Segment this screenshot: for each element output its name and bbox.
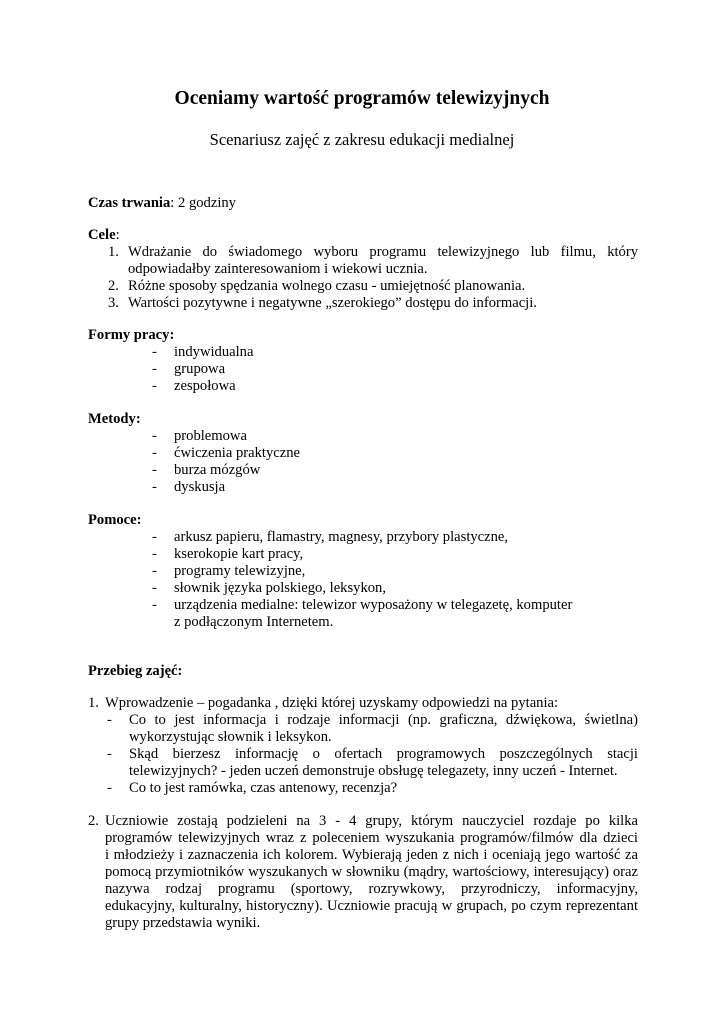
list-item: - kserokopie kart pracy, [152,546,304,562]
goal-number: 2. [108,278,119,294]
duration-section [88,195,638,212]
goal-text: Różne sposoby spędzania wolnego czasu - umiejętność planowania. [128,278,526,294]
list-item: - problemowa [152,428,247,444]
question-text: wykorzystując słownik i leksykon. [129,729,332,745]
course-step-2 [88,813,638,932]
step-paragraph-line [88,813,638,830]
list-item-text: urządzenia medialne: telewizor wyposażony w telegazetę, komputer [174,597,573,613]
list-item-text: słownik języka polskiego, leksykon, [174,580,386,596]
list-item-text: ćwiczenia praktyczne [174,445,300,461]
list-item: - ćwiczenia praktyczne [152,445,300,461]
list-item-text: problemowa [174,428,247,444]
list-item-continuation [88,614,638,631]
list-item: - dyskusja [152,479,226,495]
list-item-text: dyskusja [174,479,226,495]
goal-item [88,295,638,312]
document-subtitle: Scenariusz zajęć z zakresu edukacji medialnej [209,130,515,149]
step-text: grupy przedstawia wyniki. [105,915,261,931]
list-item-text: z podłączonym Internetem. [174,614,334,630]
question-text: telewizyjnych? - jeden uczeń demonstruje obsługę telegazety, inny uczeń - Internet. [129,763,618,779]
list-item: - urządzenia medialne: telewizor wyposażony w telegazetę, komputer [152,597,573,613]
list-item: - burza mózgów [152,462,261,478]
aids-section [88,512,638,631]
step-heading [88,695,638,712]
list-item-text: indywidualna [174,344,254,360]
list-item: - słownik języka polskiego, leksykon, [152,580,386,596]
step-text: i młodzieży i zaznaczenia ich kolorem. Wybierają jeden z nich i oceniają jego wartość za [105,847,638,863]
step-text: Uczniowie zostają podzieleni na 3 - 4 grupy, którym nauczyciel rozdaje po kilka [105,813,638,829]
forms-label: Formy pracy: [88,327,175,343]
goal-text: Wdrażanie do świadomego wyboru programu telewizyjnego lub filmu, który [128,244,638,260]
list-item-text: arkusz papieru, flamastry, magnesy, przybory plastyczne, [174,529,509,545]
goal-item [88,278,638,295]
duration-label: Czas trwania [88,195,171,211]
document-title: Oceniamy wartość programów telewizyjnych [174,88,550,109]
course-label: Przebieg zajęć: [88,663,183,679]
step-text: programów telewizyjnych wraz z poleceniem wyszukania programów/filmów dla dzieci [105,830,638,846]
question-text: Co to jest ramówka, czas antenowy, recenzja? [129,780,398,796]
question-text: Co to jest informacja i rodzaje informacji (np. graficzna, dźwiękowa, świetlna) [129,712,638,728]
list-item-text: kserokopie kart pracy, [174,546,304,562]
goals-label: Cele [88,227,116,243]
goal-item [88,244,638,261]
methods-label: Metody: [88,411,141,427]
goal-text: odpowiadałby zainteresowaniom i wiekowi ucznia. [128,261,428,277]
list-item: - indywidualna [152,344,254,360]
goal-text: Wartości pozytywne i negatywne „szerokiego” dostępu do informacji. [128,295,537,311]
course-section [88,663,638,680]
forms-section [88,327,638,395]
list-item: - zespołowa [152,378,236,394]
step-number: 1. [88,695,99,711]
goal-item-continuation [88,261,638,278]
methods-section [88,411,638,496]
step-text: nazywa rodzaj programu (sportowy, rozrywkowy, przyrodniczy, informacyjny, [105,881,638,897]
list-item-text: programy telewizyjne, [174,563,306,579]
list-item-text: zespołowa [174,378,236,394]
aids-label: Pomoce: [88,512,142,528]
goals-label-suffix: : [115,227,120,243]
step-text: pomocą przymiotników wyszukanych w słowniku (mądry, wartościowy, interesujący) oraz [105,864,638,880]
question-item: - Co to jest ramówka, czas antenowy, recenzja? [88,780,638,797]
course-step-1 [88,695,638,797]
goal-number: 3. [108,295,119,311]
goals-section [88,227,638,312]
duration-value: : 2 godziny [170,195,236,211]
goal-number: 1. [108,244,119,260]
question-text: Skąd bierzesz informację o ofertach programowych poszczególnych stacji [129,746,638,762]
question-item: - Skąd bierzesz informację o ofertach programowych poszczególnych stacji [107,746,638,762]
step-text: Wprowadzenie – pogadanka , dzięki której uzyskamy odpowiedzi na pytania: [105,695,559,711]
list-item-text: burza mózgów [174,462,261,478]
step-number: 2. [88,813,99,829]
list-item-text: grupowa [174,361,226,377]
list-item: - programy telewizyjne, [152,563,306,579]
list-item: - grupowa [152,361,226,377]
list-item: - arkusz papieru, flamastry, magnesy, przybory plastyczne, [152,529,509,545]
step-text: edukacyjny, kulturalny, historyczny). Uczniowie pracują w grupach, po czym reprezentant [105,898,638,914]
question-item: - Co to jest informacja i rodzaje informacji (np. graficzna, dźwiękowa, świetlna) [107,712,638,728]
